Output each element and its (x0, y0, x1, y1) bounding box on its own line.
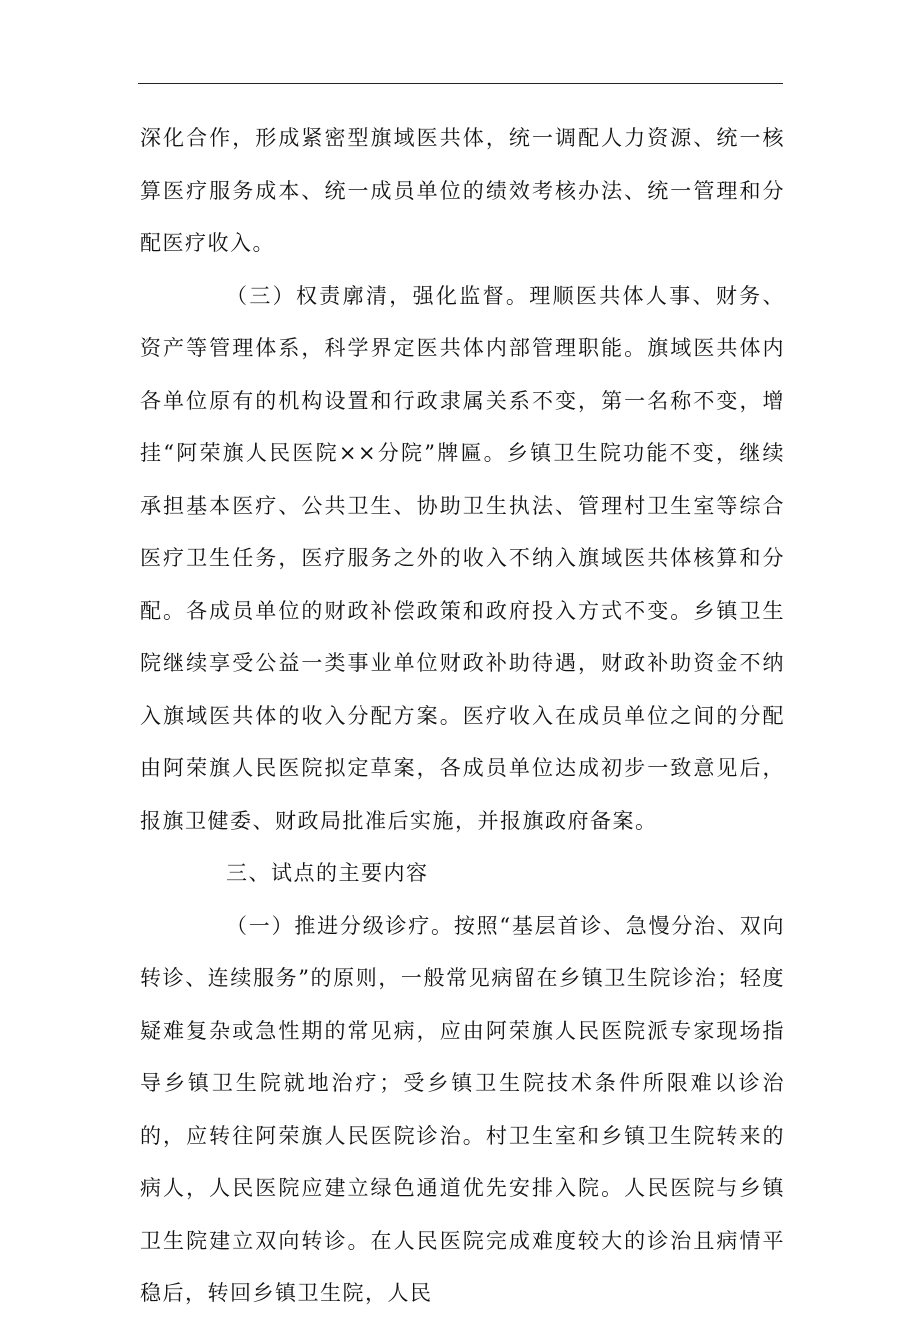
paragraph-section-1: （一）推进分级诊疗。按照“基层首诊、急慢分治、双向转诊、连续服务”的原则，一般常见病留在乡镇卫生院诊治；轻度疑难复杂或急性期的常见病，应由阿荣旗人民医院派专家现场指导乡镇卫生院就地治疗；受乡镇卫生院技术条件所限难以诊治的，应转往阿荣旗人民医院诊治。村卫生室和乡镇卫生院转来的病人，人民医院应建立绿色通道优先安排入院。人民医院与乡镇卫生院建立双向转诊。在人民医院完成难度较大的诊治且病情平稳后，转回乡镇卫生院，人民 (140, 913, 785, 1305)
paragraph-section-3: （三）权责廓清，强化监督。理顺医共体人事、财务、资产等管理体系，科学界定医共体内部管理职能。旗域医共体内各单位原有的机构设置和行政隶属关系不变，第一名称不变，增挂“阿荣旗人民医院××分院”牌匾。乡镇卫生院功能不变，继续承担基本医疗、公共卫生、协助卫生执法、管理村卫生室等综合医疗卫生任务，医疗服务之外的收入不纳入旗域医共体核算和分配。各成员单位的财政补偿政策和政府投入方式不变。乡镇卫生院继续享受公益一类事业单位财政补助待遇，财政补助资金不纳入旗域医共体的收入分配方案。医疗收入在成员单位之间的分配由阿荣旗人民医院拟定草案，各成员单位达成初步一致意见后，报旗卫健委、财政局批准后实施，并报旗政府备案。 (140, 283, 785, 833)
section-heading: 三、试点的主要内容 (226, 861, 429, 885)
paragraph-continuation: 深化合作，形成紧密型旗域医共体，统一调配人力资源、统一核算医疗服务成本、统一成员单位的绩效考核办法、统一管理和分配医疗收入。 (140, 126, 785, 255)
document-body (140, 112, 785, 1320)
header-rule (138, 83, 783, 84)
